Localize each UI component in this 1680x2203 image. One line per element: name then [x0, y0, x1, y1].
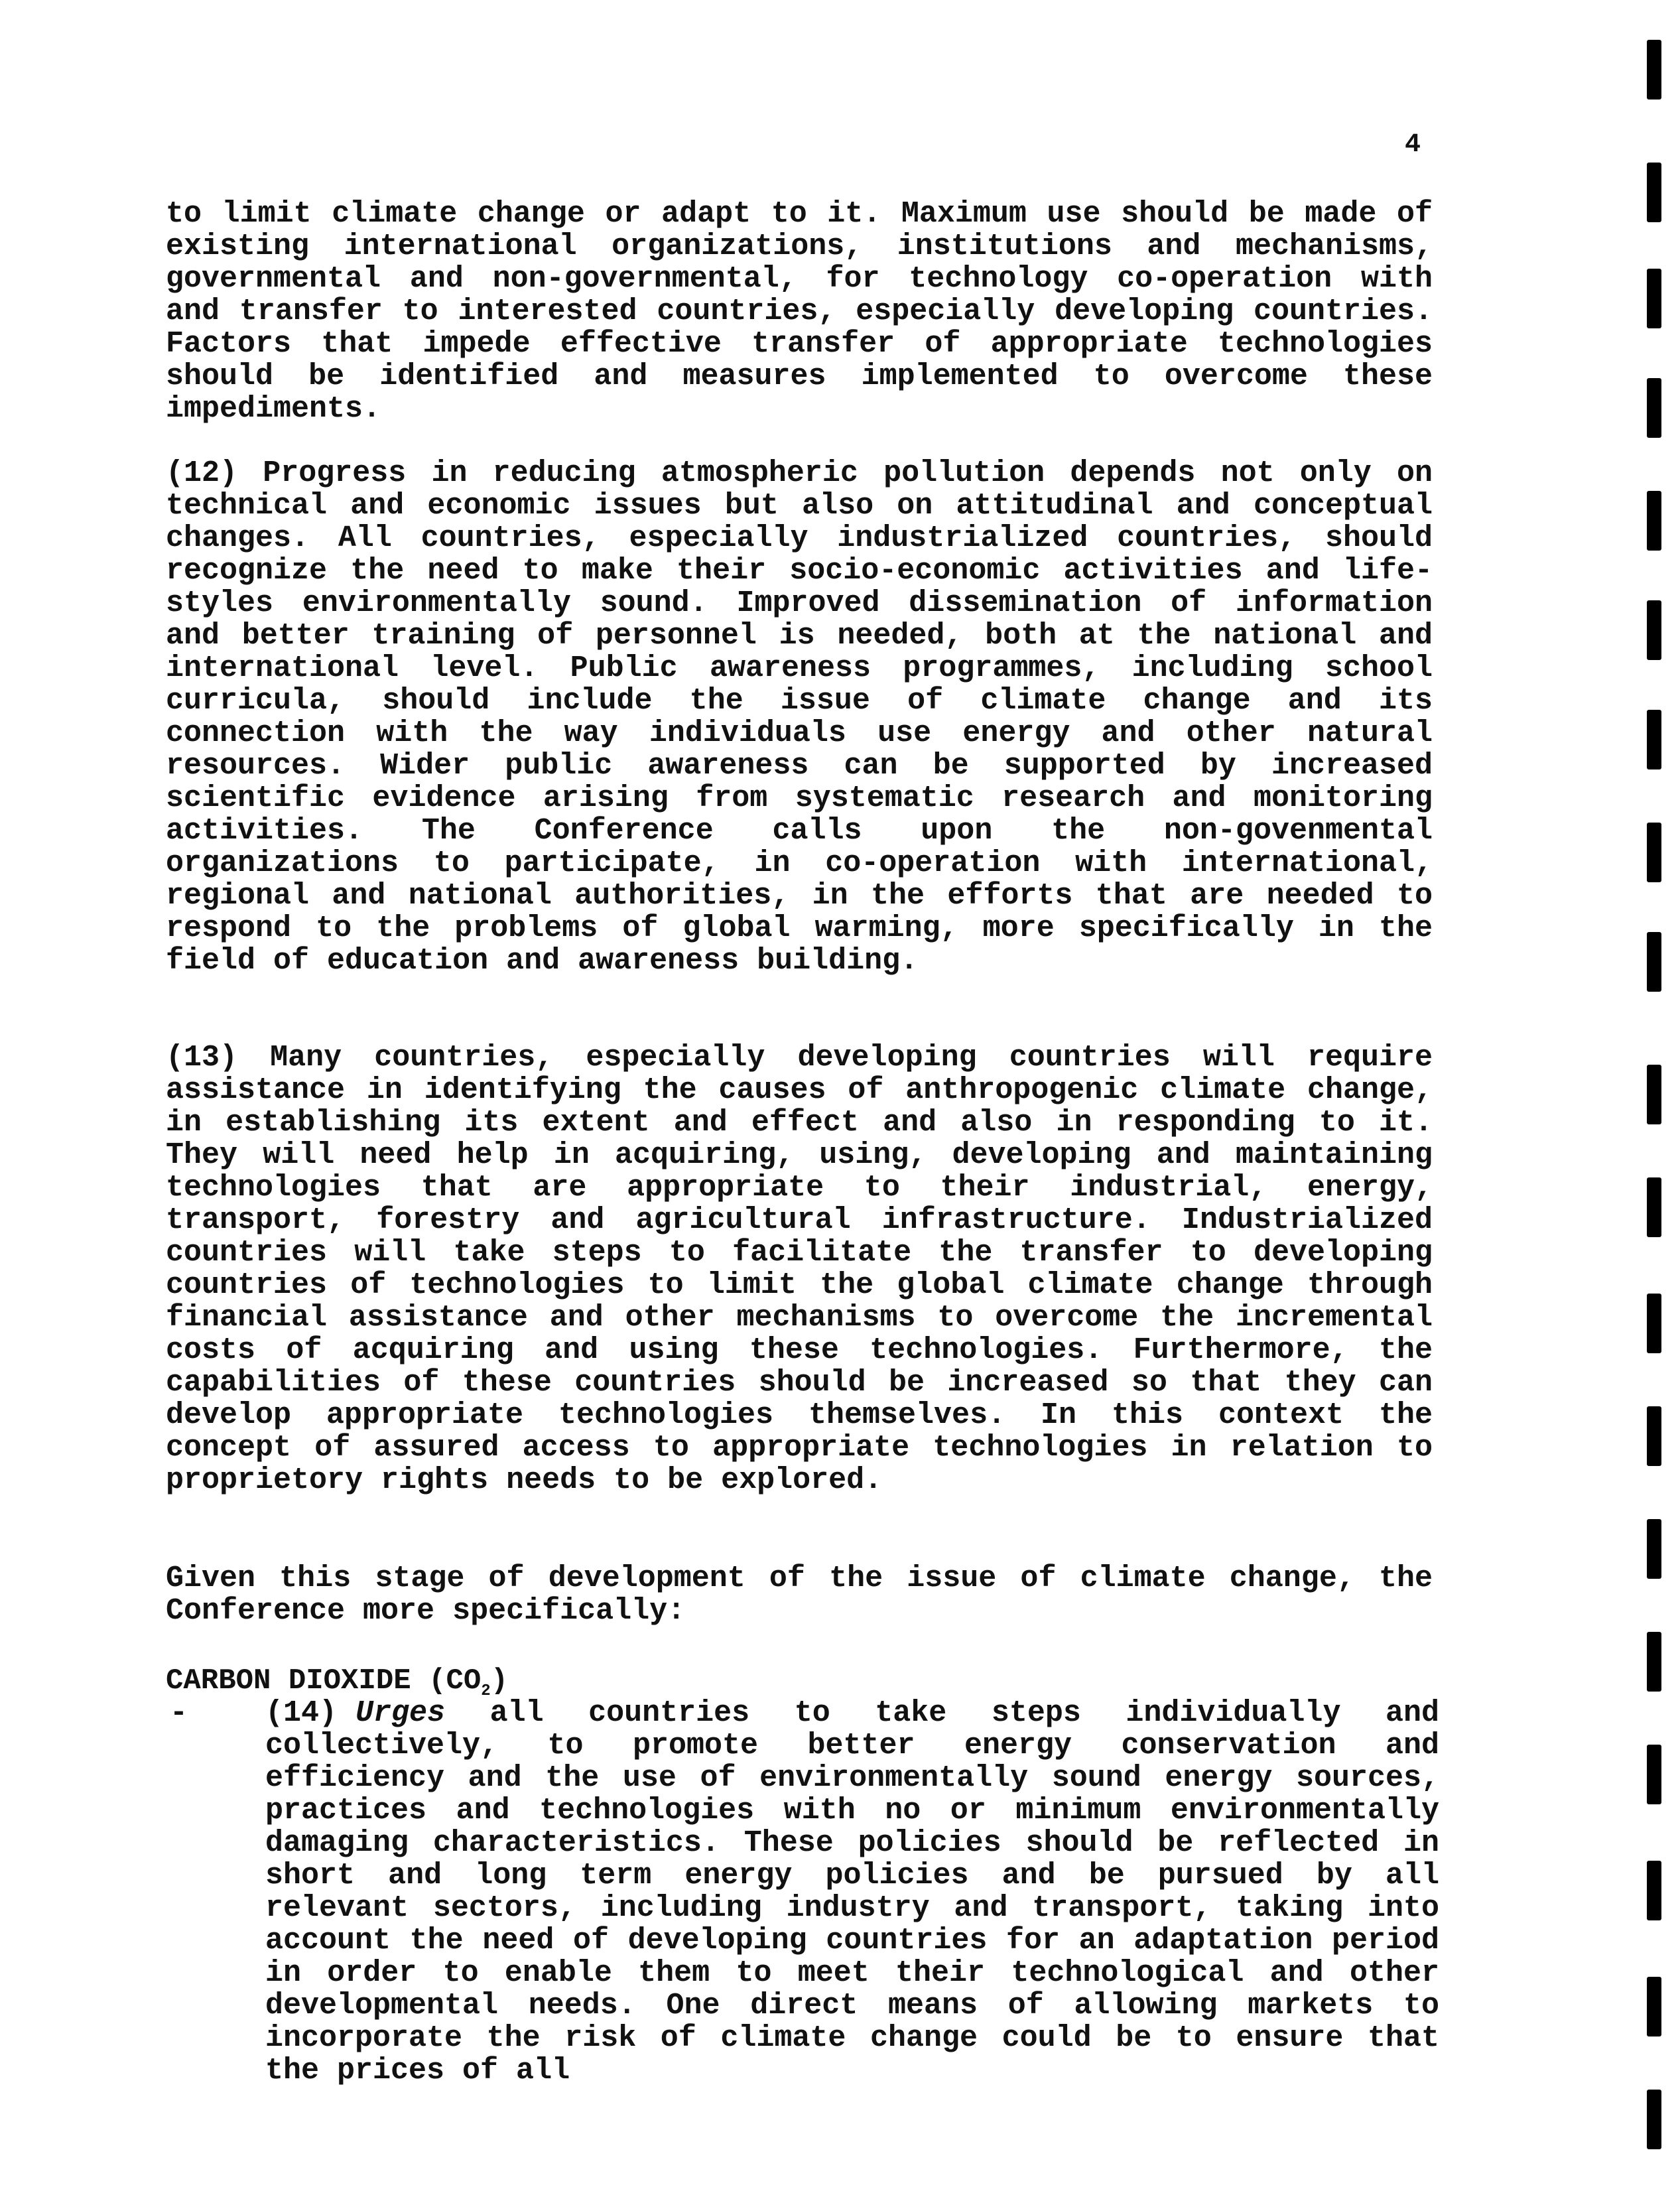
- paragraph-continued: to limit climate change or adapt to it. Maximum use should be made of existing international organizations, institutions and mechanisms, governmental and non-governmental, for technology co-operation with and transfer to interested countries, especially developing countries. Factors that impede effective transfer of appropriate technologies should be identified and measures implemented to overcome these impediments.: [166, 197, 1433, 426]
- paragraph-14-number: (14): [265, 1696, 338, 1730]
- binder-mark: [1647, 1177, 1661, 1237]
- binder-mark: [1647, 491, 1661, 551]
- binder-hole-marks: [1647, 40, 1667, 2163]
- binder-mark: [1647, 40, 1661, 100]
- binder-mark: [1647, 2090, 1661, 2149]
- paragraph-14-lead: Urges: [355, 1696, 446, 1730]
- paragraph-13: (13) Many countries, especially developing countries will require assistance in identifying the causes of anthropogenic climate change, in establishing its extent and effect and also in responding to it. They will need help in acquiring, using, developing and maintaining technologies that are appropriate to their industrial, energy, transport, forestry and agricultural infrastructure. Industrialized countries will take steps to facilitate the transfer to developing countries of technologies to limit the global climate change through financial assistance and other mechanisms to overcome the incremental costs of acquiring and using these technologies. Furthermore, the capabilities of these countries should be increased so that they can develop appropriate technologies themselves. In this context the concept of assured access to appropriate technologies in relation to proprietory rights needs to be explored.: [166, 1041, 1433, 1497]
- binder-mark: [1647, 1632, 1661, 1692]
- binder-mark: [1647, 710, 1661, 769]
- binder-mark: [1647, 1065, 1661, 1124]
- heading-suffix: ): [490, 1664, 509, 1698]
- paragraph-14-body: all countries to take steps individually and collectively, to promote better energy conservation and efficiency and the use of environmentally sound energy sources, practices and technologies with no or minimum environmentally damaging characteristics. These policies should be reflected in short and long term energy policies and be pursued by all relevant sectors, including industry and transport, taking into account the need of developing countries for an adaptation period in order to enable them to meet their technological and other developmental needs. One direct means of allowing markets to incorporate the risk of climate change could be to ensure that the prices of all: [265, 1696, 1439, 2088]
- binder-mark: [1647, 1977, 1661, 2036]
- heading-subscript: 2: [481, 1682, 491, 1700]
- binder-mark: [1647, 1519, 1661, 1579]
- binder-mark: [1647, 1406, 1661, 1466]
- binder-mark: [1647, 163, 1661, 222]
- page-number: 4: [1405, 130, 1421, 160]
- binder-mark: [1647, 1861, 1661, 1920]
- paragraph-12: (12) Progress in reducing atmospheric pollution depends not only on technical and economic issues but also on attitudinal and conceptual changes. All countries, especially industrialized countries, should recognize the need to make their socio-economic activities and life-styles environmentally sound. Improved dissemination of information and better training of personnel is needed, both at the national and international level. Public awareness programmes, including school curricula, should include the issue of climate change and its connection with the way individuals use energy and other natural resources. Wider public awareness can be supported by increased scientific evidence arising from systematic research and monitoring activities. The Conference calls upon the non-govenmental organizations to participate, in co-operation with international, regional and national authorities, in the efforts that are needed to respond to the problems of global warming, more specifically in the field of education and awareness building.: [166, 456, 1433, 978]
- binder-mark: [1647, 1294, 1661, 1353]
- bullet-dash: -: [170, 1696, 188, 1730]
- binder-mark: [1647, 1745, 1661, 1804]
- binder-mark: [1647, 269, 1661, 328]
- paragraph-14: [265, 1697, 1439, 2087]
- binder-mark: [1647, 932, 1661, 992]
- heading-prefix: CARBON DIOXIDE (CO: [166, 1664, 482, 1698]
- paragraph-given: Given this stage of development of the issue of climate change, the Conference more specifically:: [166, 1562, 1433, 1628]
- binder-mark: [1647, 823, 1661, 882]
- binder-mark: [1647, 600, 1661, 660]
- binder-mark: [1647, 378, 1661, 438]
